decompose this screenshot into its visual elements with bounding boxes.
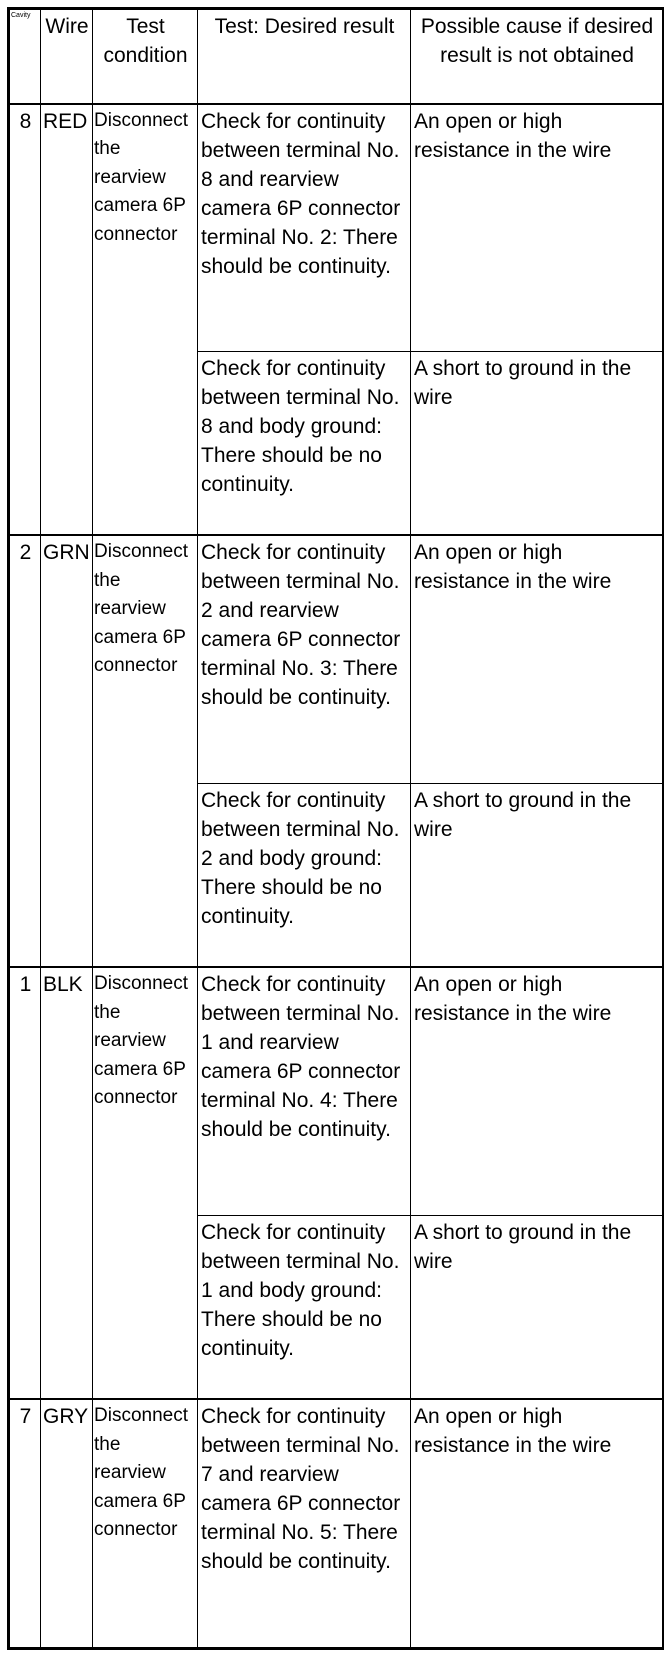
- desired-result-cell: Check for continuity between terminal No. 2 and body ground: There should be no continuity.: [198, 784, 411, 968]
- desired-result-cell: Check for continuity between terminal No. 1 and rearview camera 6P connector terminal No. 4: There should be continuity.: [198, 967, 411, 1215]
- header-row: [10, 10, 663, 104]
- table-row: [10, 535, 663, 783]
- cavity-cell: 2: [10, 535, 41, 967]
- desired-result-cell: Check for continuity between terminal No. 2 and rearview camera 6P connector terminal No. 3: There should be continuity.: [198, 535, 411, 783]
- possible-cause-cell: A short to ground in the wire: [411, 784, 663, 968]
- test-condition-cell: Disconnect the rearview camera 6P connector: [93, 104, 198, 536]
- header-wire: Wire: [41, 10, 93, 104]
- header-test-condition: Test condition: [93, 10, 198, 104]
- desired-result-cell: Check for continuity between terminal No. 8 and rearview camera 6P connector terminal No. 2: There should be continuity.: [198, 104, 411, 352]
- desired-result-cell: Check for continuity between terminal No. 7 and rearview camera 6P connector terminal No. 5: There should be continuity.: [198, 1399, 411, 1647]
- test-condition-cell: Disconnect the rearview camera 6P connector: [93, 967, 198, 1399]
- cavity-cell: 1: [10, 967, 41, 1399]
- wire-color-cell: GRY: [41, 1399, 93, 1647]
- test-condition-cell: Disconnect the rearview camera 6P connector: [93, 535, 198, 967]
- wire-color-cell: BLK: [41, 967, 93, 1399]
- possible-cause-cell: An open or high resistance in the wire: [411, 1399, 663, 1647]
- test-condition-cell: Disconnect the rearview camera 6P connector: [93, 1399, 198, 1647]
- header-cavity: Cavity: [10, 10, 41, 104]
- desired-result-cell: Check for continuity between terminal No. 1 and body ground: There should be no continuity.: [198, 1215, 411, 1399]
- possible-cause-cell: An open or high resistance in the wire: [411, 104, 663, 352]
- desired-result-cell: Check for continuity between terminal No. 8 and body ground: There should be no continuity.: [198, 352, 411, 536]
- wire-color-cell: RED: [41, 104, 93, 536]
- wire-test-document: [7, 7, 664, 1650]
- cavity-cell: 7: [10, 1399, 41, 1647]
- wire-test-table: [9, 9, 663, 1648]
- table-row: [10, 967, 663, 1215]
- possible-cause-cell: An open or high resistance in the wire: [411, 967, 663, 1215]
- wire-color-cell: GRN: [41, 535, 93, 967]
- table-row: [10, 104, 663, 352]
- possible-cause-cell: A short to ground in the wire: [411, 352, 663, 536]
- header-desired-result: Test: Desired result: [198, 10, 411, 104]
- possible-cause-cell: An open or high resistance in the wire: [411, 535, 663, 783]
- cavity-cell: 8: [10, 104, 41, 536]
- header-possible-cause: Possible cause if desired result is not obtained: [411, 10, 663, 104]
- table-row: [10, 1399, 663, 1647]
- possible-cause-cell: A short to ground in the wire: [411, 1215, 663, 1399]
